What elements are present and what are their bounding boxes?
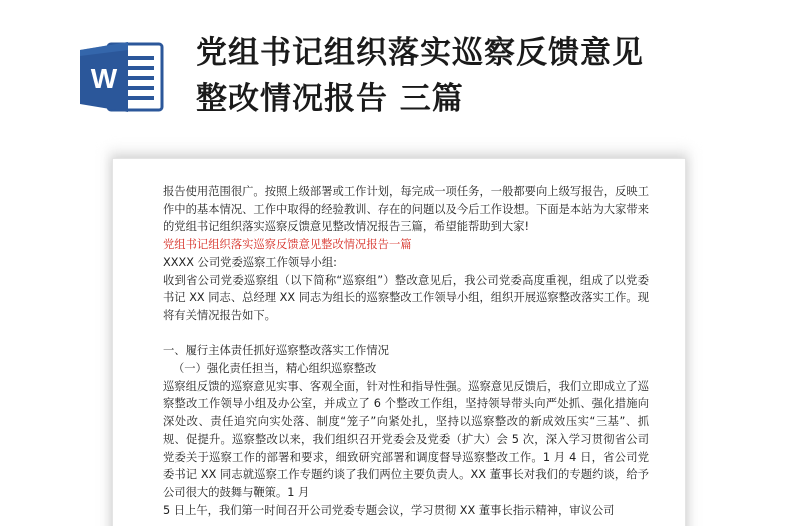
body-paragraph-1: 收到省公司党委巡察组（以下简称“巡察组”）整改意见后，我公司党委高度重视，组成了以党委书记 XX 同志、总经理 XX 同志为组长的巡察整改工作领导小组，组织开展巡察整改落实工作。现将有关情况报告如下。 — [163, 273, 649, 322]
word-icon-letter: W — [90, 63, 118, 94]
intro-paragraph: 报告使用范围很广。按照上级部署或工作计划，每完成一项任务，一般都要向上级写报告，反映工作中的基本情况、工作中取得的经验教训、存在的问题以及今后工作设想。下面是本站为大家带来的党组书记组织落实巡察反馈意见整改情况报告三篇，希望能帮助到大家! — [163, 185, 649, 234]
body-paragraph-3: 5 日上午，我们第一时间召开公司党委专题会议，学习贯彻 XX 董事长指示精神，审议公司 — [163, 503, 615, 517]
blank-line — [163, 325, 649, 343]
body-paragraph-2: 巡察组反馈的巡察意见实事、客观全面，针对性和指导性强。巡察意见反馈后，我们立即成立了巡察整改工作领导小组及办公室，并成立了 6 个整改工作组，坚持领导带头向严处抓、强化措施向深处改、责任追究向实处落、制度“笼子”向紧处扎，坚持以巡察整改的新成效压实“三基”、抓规、促提升。巡察整改以来，我们组织召开党委会及党委（扩大）会 5 次，深入学习贯彻省公司党委关于巡察工作的部署和要求，细致研究部署和调度督导巡察整改工作。1 月 4 日，省公司党委书记 XX 同志就巡察工作专题约谈了我们两位主要负责人。XX 董事长对我们的专题约谈，给予公司很大的鼓舞与鞭策。1 月 — [163, 379, 649, 499]
document-body — [163, 183, 649, 519]
addressee: XXXX 公司党委巡察工作领导小组: — [163, 255, 337, 269]
page-title — [196, 30, 786, 122]
heading-level-1: 一、履行主体责任抓好巡察整改落实工作情况 — [163, 344, 389, 358]
heading-level-2: （一）强化责任担当，精心组织巡察整改 — [173, 362, 377, 376]
word-document-icon — [78, 38, 168, 116]
title-line-1: 党组书记组织落实巡察反馈意见 — [196, 35, 644, 71]
section-link[interactable]: 党组书记组织落实巡察反馈意见整改情况报告一篇 — [163, 238, 412, 252]
title-line-2: 整改情况报告 三篇 — [196, 81, 464, 117]
document-page — [112, 158, 686, 526]
